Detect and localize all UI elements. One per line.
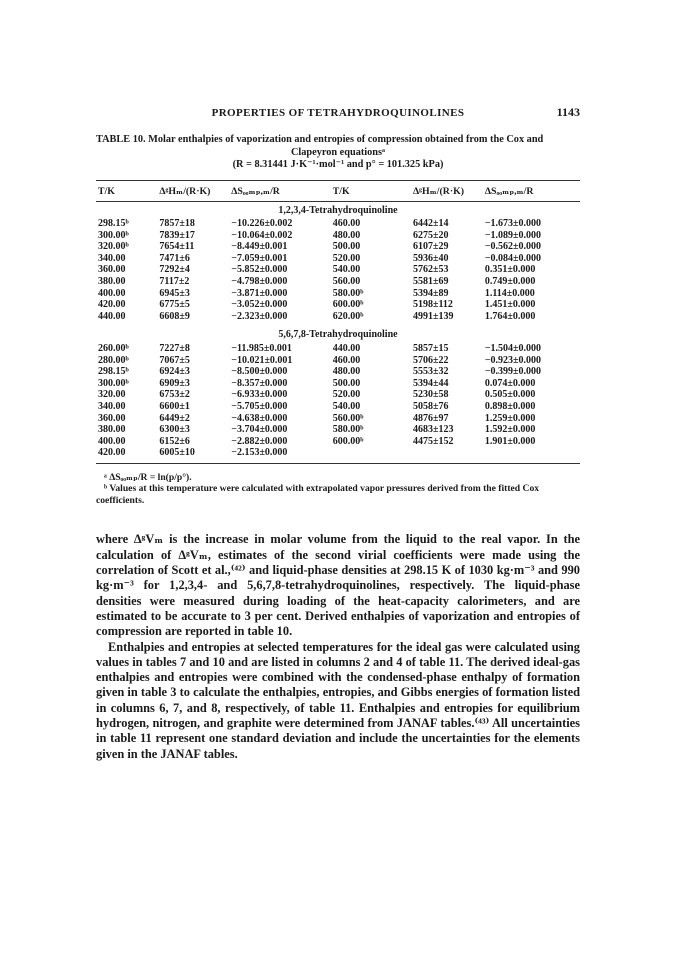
table-cell: 560.00 bbox=[332, 276, 361, 288]
table-cell bbox=[333, 447, 413, 463]
table-cell: 440.00 bbox=[98, 310, 126, 322]
table-cell: −8.357±0.000 bbox=[231, 377, 288, 389]
table-cell: 540.00 bbox=[332, 401, 361, 412]
table-caption bbox=[96, 134, 580, 172]
table-row bbox=[96, 241, 580, 253]
table-cell: 0.074±0.000 bbox=[484, 377, 536, 389]
table-cell: 7857±18 bbox=[159, 218, 195, 230]
table-cell: 420.00 bbox=[98, 299, 126, 311]
table-cell: 6152±6 bbox=[159, 435, 190, 447]
table-cell: 300.00ᵇ bbox=[98, 229, 129, 241]
table-row bbox=[96, 343, 580, 355]
table-cell: 1.451±0.000 bbox=[484, 299, 536, 311]
table-cell: −3.871±0.000 bbox=[231, 287, 288, 299]
table-cell: 0.505±0.000 bbox=[484, 389, 536, 401]
table-cell: 1.114±0.000 bbox=[484, 287, 535, 299]
table-section bbox=[96, 201, 580, 326]
body-text bbox=[96, 532, 580, 761]
table-cell: 420.00 bbox=[96, 447, 159, 463]
table-cell: 7471±6 bbox=[159, 252, 190, 264]
table-cell: 298.15ᵇ bbox=[98, 218, 129, 230]
table-cell: 260.00ᵇ bbox=[98, 343, 129, 355]
table-cell: 4683±123 bbox=[413, 424, 454, 436]
table-cell: 1.764±0.000 bbox=[484, 310, 536, 322]
table-cell: 360.00 bbox=[98, 264, 126, 276]
page-number: 1143 bbox=[556, 105, 580, 119]
paragraph: where ΔᵍVₘ is the increase in molar volume from the liquid to the real vapor. In the calculation of ΔᵍVₘ, estimates of the second virial coefficients were made using the correlation of Scott et al.,⁽⁴²⁾ and liquid-phase densities at 298.15 K of 1030 kg·m⁻³ and 990 kg·m⁻³ for 1,2,3,4- and 5,6,7,8-tetrahydroquinolines, respectively. The liquid-phase densities were measured during loading of the heat-capacity calorimeters, and are estimated to be accurate to 3 per cent. Derived enthalpies of vaporization and entropies of compression are reported in table 10. bbox=[96, 532, 580, 639]
table-cell: 400.00 bbox=[98, 287, 126, 299]
table-cell: 380.00 bbox=[98, 276, 126, 288]
table-cell: −0.562±0.000 bbox=[484, 241, 542, 253]
table-cell: 600.00ᵇ bbox=[332, 435, 364, 447]
table-row bbox=[96, 366, 580, 378]
table-cell: 4991±139 bbox=[413, 310, 454, 322]
table-cell: 1.901±0.000 bbox=[484, 435, 536, 447]
table-cell: 5857±15 bbox=[413, 343, 449, 355]
table-cell: −2.153±0.000 bbox=[231, 447, 332, 463]
table-cell: 500.00 bbox=[332, 377, 361, 389]
table-cell: −10.021±0.001 bbox=[231, 354, 293, 366]
table-cell bbox=[485, 447, 580, 463]
table-cell: 7067±5 bbox=[159, 354, 190, 366]
table-cell: 560.00ᵇ bbox=[332, 412, 364, 424]
table-cell: −0.399±0.000 bbox=[484, 366, 542, 378]
footnote: ᵇ Values at this temperature were calculated with extrapolated vapor pressures derived from the fitted Cox coefficients. bbox=[96, 483, 540, 506]
table-cell: 6005±10 bbox=[159, 447, 231, 463]
table-cell: 360.00 bbox=[98, 412, 126, 424]
table-cell: 7839±17 bbox=[159, 229, 195, 241]
table-cell: 5230±58 bbox=[413, 389, 449, 401]
table-cell: 520.00 bbox=[332, 252, 361, 264]
table-cell: 340.00 bbox=[98, 401, 126, 412]
table-cell: 6909±3 bbox=[159, 377, 190, 389]
table-cell: −3.704±0.000 bbox=[231, 424, 288, 436]
table-cell: 600.00ᵇ bbox=[332, 299, 364, 311]
table-row bbox=[96, 230, 580, 242]
table-row bbox=[96, 288, 580, 300]
table-row bbox=[96, 355, 580, 367]
table-cell: −0.084±0.000 bbox=[484, 252, 542, 264]
table-row bbox=[96, 276, 580, 288]
table-cell: 320.00 bbox=[98, 389, 126, 401]
footnote: ᵃ ΔSₒₒₘₚ/R = ln(p/p°). bbox=[104, 471, 192, 483]
table-cell: 6449±2 bbox=[159, 412, 190, 424]
section-heading: 5,6,7,8-Tetrahydroquinoline bbox=[278, 329, 398, 341]
table-row bbox=[96, 401, 580, 413]
table-cell: −5.852±0.000 bbox=[231, 264, 288, 276]
table-cell: 540.00 bbox=[332, 264, 361, 276]
table-cell: −10.064±0.002 bbox=[231, 229, 293, 241]
section-heading-row bbox=[96, 326, 580, 343]
column-header: ΔSₒₒₘₚ,ₘ/R bbox=[485, 180, 580, 201]
table-cell: 7117±2 bbox=[159, 276, 190, 288]
table-cell: 280.00ᵇ bbox=[98, 354, 129, 366]
section-heading: 1,2,3,4-Tetrahydroquinoline bbox=[278, 204, 398, 216]
table-cell: 6608±9 bbox=[159, 310, 190, 322]
table-cell: 5394±89 bbox=[413, 287, 449, 299]
table-cell: 0.898±0.000 bbox=[484, 401, 536, 412]
paragraph: Enthalpies and entropies at selected temperatures for the ideal gas were calculated using values in tables 7 and 10 and are listed in columns 2 and 4 of table 11. The derived ideal-gas enthalpies and entropies were combined with the condensed-phase enthalpy of formation given in table 3 to calculate the enthalpies, entropies, and Gibbs energies of formation listed in columns 6, 7, and 8, respectively, of table 11. Enthalpies and entropies for equilibrium hydrogen, nitrogen, and graphite were determined from JANAF tables.⁽⁴³⁾ All uncertainties in table 11 represent one standard deviation and include the uncertainties for the elements given in the JANAF tables. bbox=[96, 639, 580, 761]
table-cell: 7292±4 bbox=[159, 264, 190, 276]
table-cell: 460.00 bbox=[332, 354, 361, 366]
table-cell: −1.673±0.000 bbox=[484, 218, 542, 230]
table-row bbox=[96, 447, 580, 463]
table-row bbox=[96, 413, 580, 425]
table-row bbox=[96, 424, 580, 436]
table-cell: 7654±11 bbox=[159, 241, 195, 253]
table-cell: 300.00ᵇ bbox=[98, 377, 129, 389]
table-cell: 0.749±0.000 bbox=[484, 276, 536, 288]
column-header: T/K bbox=[96, 180, 159, 201]
table-cell: 5581±69 bbox=[413, 276, 449, 288]
table-row bbox=[96, 378, 580, 390]
table-cell: −4.798±0.000 bbox=[231, 276, 288, 288]
table-row bbox=[96, 299, 580, 311]
table-cell: 6275±20 bbox=[413, 229, 449, 241]
table-cell: 520.00 bbox=[332, 389, 361, 401]
table-cell: −2.323±0.000 bbox=[231, 310, 288, 322]
table-cell: 298.15ᵇ bbox=[98, 366, 129, 378]
table-cell: −2.882±0.000 bbox=[231, 435, 288, 447]
table-cell: 5762±53 bbox=[413, 264, 449, 276]
table-header-row bbox=[96, 180, 580, 201]
table-cell: 5198±112 bbox=[413, 299, 453, 311]
caption-line-2: Clapeyron equationsᵃ bbox=[290, 146, 386, 158]
table-cell: 6945±3 bbox=[159, 287, 190, 299]
table-cell: 6600±1 bbox=[159, 401, 190, 412]
caption-line-1: TABLE 10. Molar enthalpies of vaporization and entropies of compression obtained from the Cox and bbox=[96, 134, 544, 145]
table-cell: 4876±97 bbox=[413, 412, 449, 424]
table-cell: 500.00 bbox=[332, 241, 361, 253]
column-header: ΔᵍHₘ/(R·K) bbox=[413, 180, 485, 201]
table-cell: 6300±3 bbox=[159, 424, 190, 436]
table-cell: 480.00 bbox=[332, 366, 361, 378]
column-header: ΔᵍHₘ/(R·K) bbox=[159, 180, 231, 201]
column-header: T/K bbox=[333, 180, 413, 201]
table-cell bbox=[413, 447, 485, 463]
data-table bbox=[96, 180, 580, 464]
table-cell: −10.226±0.002 bbox=[231, 218, 293, 230]
table-cell: 5553±32 bbox=[413, 366, 449, 378]
caption-line-3: (R = 8.31441 J·K⁻¹·mol⁻¹ and p° = 101.325 kPa) bbox=[232, 159, 444, 170]
table-cell: −8.449±0.001 bbox=[231, 241, 288, 253]
table-cell: 340.00 bbox=[98, 252, 126, 264]
table-cell: 580.00ᵇ bbox=[332, 287, 364, 299]
table-row bbox=[96, 311, 580, 327]
document-page bbox=[96, 94, 580, 762]
table-cell: −8.500±0.000 bbox=[231, 366, 288, 378]
table-cell: −7.059±0.001 bbox=[231, 252, 288, 264]
table-cell: 440.00 bbox=[332, 343, 361, 355]
table-section bbox=[96, 326, 580, 463]
table-cell: 7227±8 bbox=[159, 343, 190, 355]
table-cell: 460.00 bbox=[332, 218, 361, 230]
column-header: ΔSₒₒₘₚ,ₘ/R bbox=[231, 180, 332, 201]
table-cell: −1.504±0.000 bbox=[484, 343, 542, 355]
table-cell: −1.089±0.000 bbox=[484, 229, 542, 241]
table-row bbox=[96, 389, 580, 401]
table-cell: −11.985±0.001 bbox=[231, 343, 292, 355]
section-heading-row bbox=[96, 201, 580, 218]
table-cell: 380.00 bbox=[98, 424, 126, 436]
table-cell: 4475±152 bbox=[413, 435, 454, 447]
table-footnotes bbox=[96, 472, 580, 507]
table-cell: −3.052±0.000 bbox=[231, 299, 288, 311]
table-cell: 1.259±0.000 bbox=[484, 412, 536, 424]
table-row bbox=[96, 253, 580, 265]
table-cell: 6107±29 bbox=[413, 241, 449, 253]
table-cell: 5394±44 bbox=[413, 377, 449, 389]
table-cell: 620.00ᵇ bbox=[332, 310, 364, 322]
table-row bbox=[96, 264, 580, 276]
table-row bbox=[96, 218, 580, 230]
table-cell: 1.592±0.000 bbox=[484, 424, 536, 436]
table-cell: 320.00ᵇ bbox=[98, 241, 129, 253]
running-head bbox=[96, 94, 580, 119]
table-cell: 5706±22 bbox=[413, 354, 449, 366]
table-cell: 0.351±0.000 bbox=[484, 264, 536, 276]
table-cell: −5.705±0.000 bbox=[231, 401, 288, 412]
table-cell: 5936±40 bbox=[413, 252, 449, 264]
table-cell: 480.00 bbox=[332, 229, 361, 241]
table-row bbox=[96, 436, 580, 448]
table-cell: 6753±2 bbox=[159, 389, 190, 401]
table-cell: 6924±3 bbox=[159, 366, 190, 378]
running-head-title: PROPERTIES OF TETRAHYDROQUINOLINES bbox=[211, 107, 465, 119]
table-cell: −0.923±0.000 bbox=[484, 354, 542, 366]
table-cell: 6442±14 bbox=[413, 218, 449, 230]
table-cell: 5058±76 bbox=[413, 401, 449, 412]
table-cell: −4.638±0.000 bbox=[231, 412, 288, 424]
table-cell: 400.00 bbox=[98, 435, 126, 447]
table-cell: −6.933±0.000 bbox=[231, 389, 288, 401]
table-cell: 580.00ᵇ bbox=[332, 424, 364, 436]
table-cell: 6775±5 bbox=[159, 299, 190, 311]
